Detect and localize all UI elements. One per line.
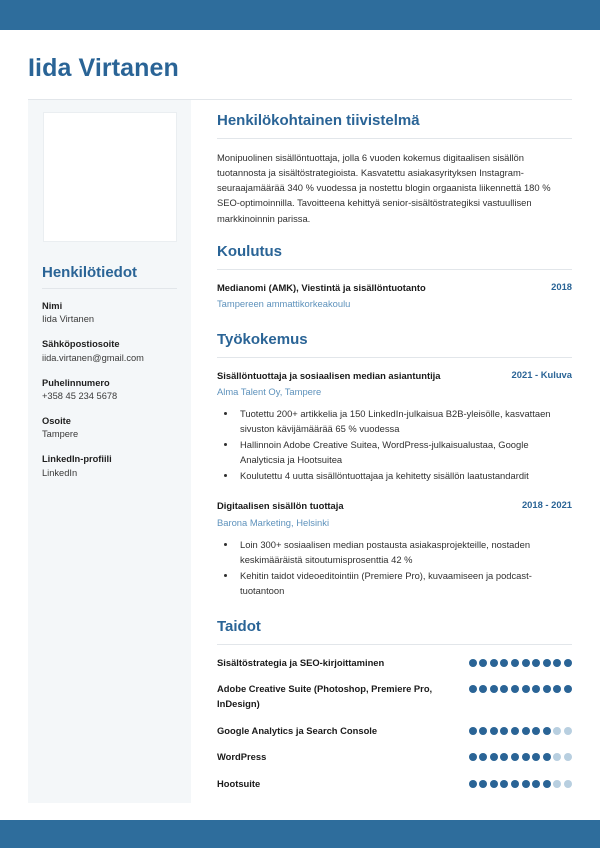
skill-row (217, 777, 572, 792)
skill-dot-filled (543, 727, 551, 735)
section-divider-experience (217, 357, 572, 358)
spacer (217, 316, 572, 331)
section-heading-experience: Työkokemus (217, 331, 308, 349)
entry-header (217, 281, 572, 295)
skill-rating-dots (469, 724, 572, 735)
skill-rating-dots (469, 656, 572, 667)
skill-dot-filled (479, 780, 487, 788)
skill-dot-filled (522, 727, 530, 735)
section-heading-skills: Taidot (217, 617, 261, 635)
skill-dot-filled (532, 753, 540, 761)
skill-dot-empty (553, 753, 561, 761)
skill-name: Google Analytics ja Search Console (217, 724, 378, 736)
skill-dot-empty (564, 727, 572, 735)
contact-field-value: LinkedIn (42, 467, 78, 478)
entry-bullet: • Kehitin taidot videoeditointiin (Premiere Pro), kuvaamiseen ja podcast-tuotantoon (237, 568, 572, 598)
skill-dot-empty (553, 727, 561, 735)
skill-dot-filled (490, 685, 498, 693)
contact-field (42, 415, 177, 442)
skill-dot-filled (522, 659, 530, 667)
skill-dot-filled (490, 753, 498, 761)
skill-dot-filled (522, 685, 530, 693)
spacer (217, 488, 572, 499)
contact-field-label: Osoite (42, 415, 71, 426)
contact-field-label: LinkedIn-profiili (42, 454, 112, 465)
spacer (217, 603, 572, 618)
skill-dot-filled (511, 685, 519, 693)
section-divider-summary (217, 138, 572, 139)
skill-dot-filled (500, 753, 508, 761)
skill-dot-filled (553, 685, 561, 693)
contact-field (42, 453, 177, 480)
contact-field-label: Nimi (42, 300, 63, 311)
skill-dot-filled (469, 753, 477, 761)
name-header (28, 30, 572, 100)
entry-date: 2018 - 2021 (521, 499, 572, 511)
main-column (191, 100, 572, 804)
contact-field-label: Puhelinnumero (42, 377, 110, 388)
skill-dot-filled (532, 727, 540, 735)
entry-title: Digitaalisen sisällön tuottaja (217, 500, 344, 512)
skill-dot-filled (511, 659, 519, 667)
skill-dot-empty (564, 780, 572, 788)
skill-dot-filled (479, 727, 487, 735)
skill-dot-filled (479, 659, 487, 667)
resume-entry (217, 281, 572, 311)
skill-row (217, 682, 572, 711)
sidebar-heading-divider (42, 288, 177, 289)
skill-rating-dots (469, 750, 572, 761)
education-entry-list (217, 281, 572, 311)
skill-dot-filled (479, 753, 487, 761)
skill-dot-filled (532, 659, 540, 667)
skill-dot-filled (543, 780, 551, 788)
contact-field-value: Iida Virtanen (42, 314, 95, 325)
resume-content (0, 30, 600, 820)
entry-date: 2021 - Kuluva (511, 369, 572, 381)
section-experience (217, 331, 572, 598)
entry-date: 2018 (551, 280, 572, 292)
skill-name: Hootsuite (217, 777, 261, 789)
section-skills (217, 618, 572, 791)
contact-field-value: Tampere (42, 429, 79, 440)
contact-field-label: Sähköpostiosoite (42, 339, 120, 350)
skill-dot-empty (553, 780, 561, 788)
entry-bullet-list (237, 406, 572, 483)
skill-dot-filled (511, 727, 519, 735)
skill-dot-filled (469, 685, 477, 693)
skill-dot-filled (511, 780, 519, 788)
skill-dot-filled (511, 753, 519, 761)
entry-title: Sisällöntuottaja ja sosiaalisen median asiantuntija (217, 370, 441, 382)
summary-text: Monipuolinen sisällöntuottaja, jolla 6 vuoden kokemus digitaalisen sisällön tuotannosta ja sisältöstrategioista. Kasvatettu asiakasyrityksen Instagram-seuraajamäärää 340 % vuodessa ja nostettu blogin orgaanista liikennettä 180 % SEO-optimoinnilla. Tavoitteena kehittyä senior-sisältöstrategiksi vastuullisen markkinoinnin parissa. (217, 151, 551, 224)
resume-entry (217, 369, 572, 483)
skill-list (217, 656, 572, 791)
sidebar-heading-contact: Henkilötiedot (42, 263, 138, 281)
skill-dot-filled (522, 753, 530, 761)
skill-dot-filled (469, 659, 477, 667)
profile-photo-placeholder (43, 112, 177, 242)
section-heading-summary: Henkilökohtainen tiivistelmä (217, 111, 420, 129)
skill-rating-dots (469, 682, 572, 693)
spacer (217, 228, 572, 243)
section-summary (217, 112, 572, 226)
section-divider-education (217, 269, 572, 270)
contact-field-value: +358 45 234 5678 (42, 391, 118, 402)
top-accent-bar (0, 0, 600, 30)
entry-title: Medianomi (AMK), Viestintä ja sisällöntuotanto (217, 281, 426, 293)
candidate-name: Iida Virtanen (28, 54, 179, 82)
skill-row (217, 724, 572, 739)
skill-dot-filled (469, 727, 477, 735)
skill-name: Sisältöstrategia ja SEO-kirjoittaminen (217, 656, 385, 668)
contact-field-list (42, 300, 177, 481)
skill-dot-empty (564, 753, 572, 761)
skill-dot-filled (490, 780, 498, 788)
entry-organization: Tampereen ammattikorkeakoulu (217, 298, 351, 310)
skill-dot-filled (469, 780, 477, 788)
skill-row (217, 750, 572, 765)
entry-bullet-list (237, 537, 572, 598)
skill-name: WordPress (217, 751, 267, 763)
skill-dot-filled (522, 780, 530, 788)
section-divider-skills (217, 644, 572, 645)
skill-dot-filled (543, 753, 551, 761)
section-education (217, 243, 572, 311)
skill-dot-filled (479, 685, 487, 693)
skill-dot-filled (564, 685, 572, 693)
skill-name: Adobe Creative Suite (Photoshop, Premiere Pro, InDesign) (217, 683, 433, 709)
skill-dot-filled (500, 727, 508, 735)
skill-dot-filled (543, 659, 551, 667)
contact-field (42, 377, 177, 404)
resume-body (28, 100, 572, 804)
entry-header (217, 499, 572, 513)
skill-dot-filled (500, 685, 508, 693)
entry-bullet: • Koulutettu 4 uutta sisällöntuottajaa ja kehitetty sisällön laatustandardit (237, 468, 572, 483)
skill-dot-filled (500, 780, 508, 788)
contact-field-value: iida.virtanen@gmail.com (42, 352, 144, 363)
skill-row (217, 656, 572, 671)
entry-organization: Barona Marketing, Helsinki (217, 516, 330, 528)
sidebar (28, 100, 191, 804)
skill-dot-filled (543, 685, 551, 693)
entry-header (217, 369, 572, 383)
skill-dot-filled (490, 727, 498, 735)
contact-field (42, 300, 177, 327)
skill-dot-filled (553, 659, 561, 667)
contact-field (42, 338, 177, 365)
section-heading-education: Koulutus (217, 242, 282, 260)
entry-bullet: • Tuotettu 200+ artikkelia ja 150 LinkedIn-julkaisua B2B-yleisölle, kasvattaen sivuston kävijämäärää 65 % vuodessa (237, 406, 572, 436)
entry-organization: Alma Talent Oy, Tampere (217, 386, 322, 398)
bottom-accent-bar (0, 820, 600, 848)
resume-entry (217, 499, 572, 597)
skill-dot-filled (564, 659, 572, 667)
skill-dot-filled (532, 685, 540, 693)
skill-rating-dots (469, 777, 572, 788)
entry-bullet: • Hallinnoin Adobe Creative Suitea, WordPress-julkaisualustaa, Google Analyticsia ja Hootsuitea (237, 437, 572, 467)
experience-entry-list (217, 369, 572, 598)
entry-bullet: • Loin 300+ sosiaalisen median postausta asiakasprojekteille, nostaden keskimääräistä sitoutumisprosenttia 42 % (237, 537, 572, 567)
skill-dot-filled (532, 780, 540, 788)
skill-dot-filled (490, 659, 498, 667)
skill-dot-filled (500, 659, 508, 667)
